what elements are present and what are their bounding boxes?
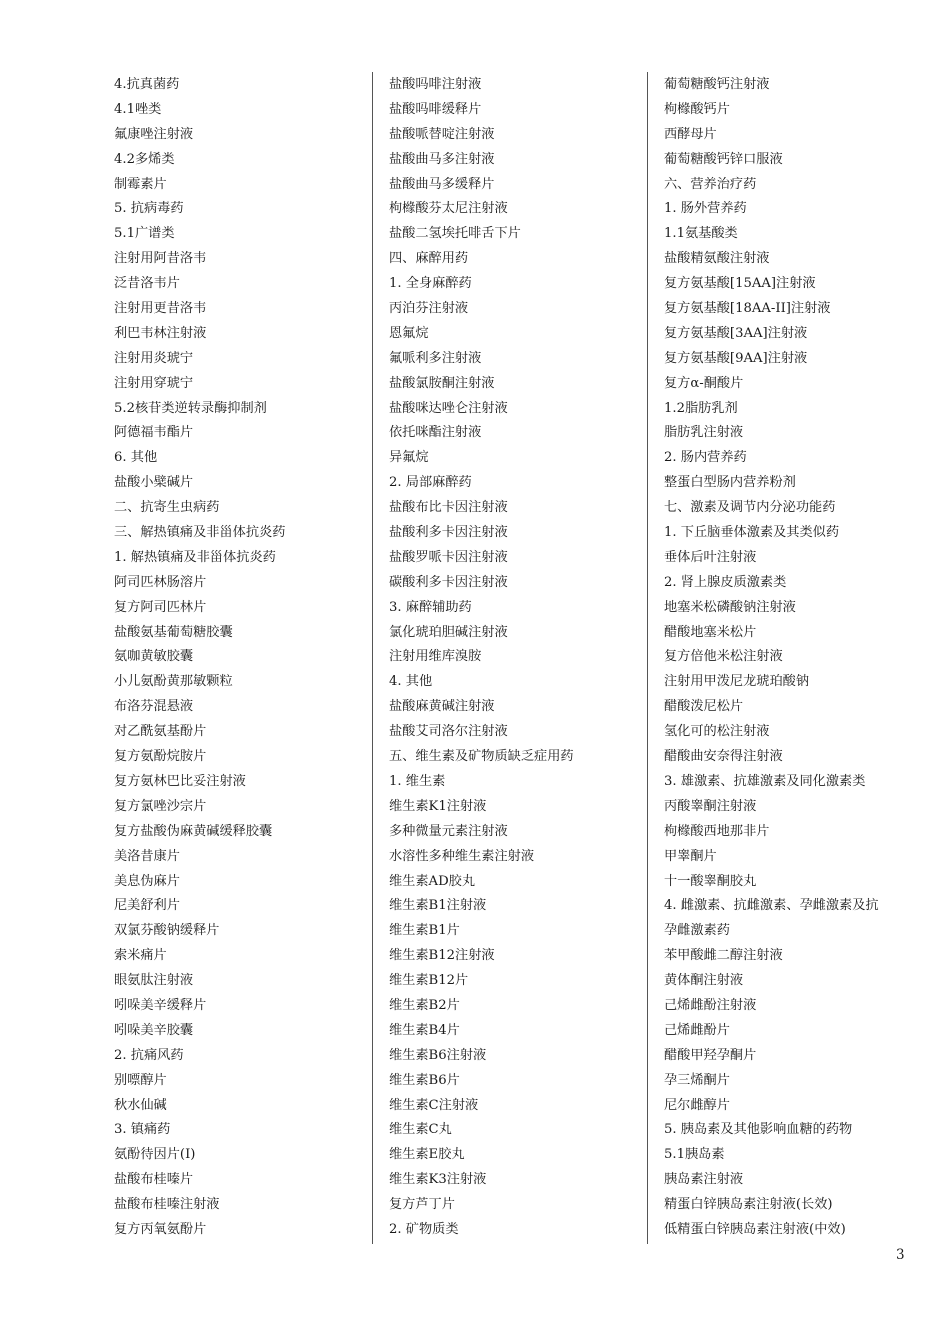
list-item: 氨酚待因片(Ⅰ) [114,1147,196,1163]
list-item: 维生素B2片 [389,997,460,1013]
list-item: 制霉素片 [114,176,167,192]
list-item: 3. 雄激素、抗雄激素及同化激素类 [664,773,866,789]
list-item: 注射用炎琥宁 [114,350,194,366]
list-item: 5.2核苷类逆转录酶抑制剂 [114,400,267,416]
list-item: 5.1广谱类 [114,226,175,242]
list-item: 复方倍他米松注射液 [664,649,783,665]
list-item: 葡萄糖酸钙锌口服液 [664,151,783,167]
list-item: 盐酸布比卡因注射液 [389,500,508,516]
list-item: 多种微量元素注射液 [389,823,508,839]
list-item: 维生素B12片 [389,973,469,989]
list-item: 盐酸氨基葡萄糖胶囊 [114,624,233,640]
list-item: 利巴韦林注射液 [114,325,207,341]
list-item: 1. 全身麻醉药 [389,276,472,292]
list-item: 注射用穿琥宁 [114,375,194,391]
list-item: 美息伪麻片 [114,873,180,889]
list-item: 注射用阿昔洛韦 [114,251,207,267]
list-item: 复方氯唑沙宗片 [114,798,207,814]
list-item: 盐酸利多卡因注射液 [389,525,508,541]
list-item: 丙酸睾酮注射液 [664,798,757,814]
list-item: 二、抗寄生虫病药 [114,500,220,516]
list-item: 维生素K1注射液 [389,798,487,814]
list-item: 盐酸咪达唑仑注射液 [389,400,508,416]
list-item: 4.2多烯类 [114,151,175,167]
list-item: 眼氨肽注射液 [114,973,194,989]
list-item: 盐酸二氢埃托啡舌下片 [389,226,521,242]
list-item: 依托咪酯注射液 [389,425,482,441]
list-item: 3. 镇痛药 [114,1122,171,1138]
list-item: 氯化琥珀胆碱注射液 [389,624,508,640]
list-item: 维生素B4片 [389,1022,460,1038]
list-item: 复方丙氧氨酚片 [114,1221,207,1237]
list-item: 复方氨基酸[9AA]注射液 [664,350,808,366]
drug-list-column-3 [664,73,926,1243]
list-item: 5. 胰岛素及其他影响血糖的药物 [664,1122,853,1138]
list-item: 3. 麻醉辅助药 [389,599,472,615]
list-item: 4.1唑类 [114,101,162,117]
list-item: 1.2脂肪乳剂 [664,400,738,416]
list-item: 复方阿司匹林片 [114,599,207,615]
list-item: 5. 抗病毒药 [114,201,184,217]
list-item: 维生素B6注射液 [389,1047,487,1063]
list-item: 己烯雌酚注射液 [664,997,757,1013]
list-item: 盐酸曲马多缓释片 [389,176,495,192]
drug-list-column-2 [389,73,651,1243]
list-item: 维生素E胶丸 [389,1147,465,1163]
list-item: 四、麻醉用药 [389,251,469,267]
list-item: 丙泊芬注射液 [389,301,469,317]
list-item: 盐酸曲马多注射液 [389,151,495,167]
list-item: 垂体后叶注射液 [664,549,757,565]
list-item: 黄体酮注射液 [664,973,744,989]
list-item: 碳酸利多卡因注射液 [389,574,508,590]
list-item: 脂肪乳注射液 [664,425,744,441]
list-item: 醋酸地塞米松片 [664,624,757,640]
list-item: 盐酸麻黄碱注射液 [389,699,495,715]
list-item: 枸橼酸西地那非片 [664,823,770,839]
list-item: 三、解热镇痛及非甾体抗炎药 [114,525,286,541]
list-item: 枸橼酸芬太尼注射液 [389,201,508,217]
list-item: 维生素C注射液 [389,1097,479,1113]
list-item: 1. 维生素 [389,773,446,789]
list-item: 维生素B12注射液 [389,948,495,964]
list-item: 注射用更昔洛韦 [114,301,207,317]
list-item: 尼美舒利片 [114,898,180,914]
list-item: 对乙酰氨基酚片 [114,724,207,740]
list-item: 孕三烯酮片 [664,1072,730,1088]
list-item: 维生素C丸 [389,1122,452,1138]
list-item: 盐酸吗啡缓释片 [389,101,482,117]
list-item: 注射用维库溴胺 [389,649,482,665]
page-number: 3 [896,1247,905,1263]
list-item: 盐酸小檗碱片 [114,475,194,491]
list-item: 己烯雌酚片 [664,1022,730,1038]
list-item: 布洛芬混悬液 [114,699,194,715]
list-item: 2. 抗痛风药 [114,1047,184,1063]
list-item: 氟康唑注射液 [114,126,194,142]
list-item: 盐酸布桂嗪注射液 [114,1197,220,1213]
list-item: 水溶性多种维生素注射液 [389,848,535,864]
list-item: 西酵母片 [664,126,717,142]
list-item: 5.1胰岛素 [664,1147,725,1163]
list-item: 复方氨林巴比妥注射液 [114,773,246,789]
list-item: 六、营养治疗药 [664,176,757,192]
list-item: 盐酸艾司洛尔注射液 [389,724,508,740]
column-divider [647,72,648,1244]
list-item: 双氯芬酸钠缓释片 [114,923,220,939]
list-item: 美洛昔康片 [114,848,180,864]
list-item: 6. 其他 [114,450,158,466]
list-item: 尼尔雌醇片 [664,1097,730,1113]
list-item: 1. 解热镇痛及非甾体抗炎药 [114,549,276,565]
list-item: 2. 肾上腺皮质激素类 [664,574,787,590]
list-item: 复方氨酚烷胺片 [114,749,207,765]
list-item: 复方氨基酸[15AA]注射液 [664,276,816,292]
list-item: 吲哚美辛缓释片 [114,997,207,1013]
list-item: 复方盐酸伪麻黄碱缓释胶囊 [114,823,273,839]
list-item: 2. 矿物质类 [389,1221,459,1237]
list-item: 1. 下丘脑垂体激素及其类似药 [664,525,840,541]
list-item: 十一酸睾酮胶丸 [664,873,757,889]
list-item: 2. 局部麻醉药 [389,475,472,491]
list-item: 吲哚美辛胶囊 [114,1022,194,1038]
list-item: 孕雌激素药 [664,923,730,939]
list-item: 维生素B6片 [389,1072,460,1088]
list-item: 盐酸罗哌卡因注射液 [389,549,508,565]
list-item: 氟哌利多注射液 [389,350,482,366]
list-item: 4.抗真菌药 [114,77,180,92]
list-item: 复方氨基酸[3AA]注射液 [664,325,808,341]
list-item: 维生素B1片 [389,923,460,939]
list-item: 葡萄糖酸钙注射液 [664,77,770,92]
list-item: 4. 其他 [389,674,433,690]
list-item: 盐酸哌替啶注射液 [389,126,495,142]
list-item: 醋酸曲安奈得注射液 [664,749,783,765]
list-item: 1. 肠外营养药 [664,201,747,217]
list-item: 复方α-酮酸片 [664,375,744,391]
list-item: 盐酸精氨酸注射液 [664,251,770,267]
list-item: 泛昔洛韦片 [114,276,180,292]
list-item: 醋酸甲羟孕酮片 [664,1047,757,1063]
list-item: 苯甲酸雌二醇注射液 [664,948,783,964]
list-item: 秋水仙碱 [114,1097,167,1113]
list-item: 维生素K3注射液 [389,1172,487,1188]
list-item: 维生素B1注射液 [389,898,487,914]
list-item: 甲睾酮片 [664,848,717,864]
list-item: 氨咖黄敏胶囊 [114,649,194,665]
list-item: 盐酸布桂嗪片 [114,1172,194,1188]
list-item: 低精蛋白锌胰岛素注射液(中效) [664,1221,846,1237]
list-item: 小儿氨酚黄那敏颗粒 [114,674,233,690]
list-item: 七、激素及调节内分泌功能药 [664,500,836,516]
list-item: 维生素AD胶丸 [389,873,476,889]
list-item: 盐酸吗啡注射液 [389,77,482,92]
list-item: 枸橼酸钙片 [664,101,730,117]
list-item: 4. 雌激素、抗雌激素、孕雌激素及抗 [664,898,879,914]
list-item: 阿德福韦酯片 [114,425,194,441]
list-item: 恩氟烷 [389,325,429,341]
list-item: 2. 肠内营养药 [664,450,747,466]
list-item: 精蛋白锌胰岛素注射液(长效) [664,1197,833,1213]
list-item: 复方芦丁片 [389,1197,455,1213]
list-item: 地塞米松磷酸钠注射液 [664,599,796,615]
list-item: 盐酸氯胺酮注射液 [389,375,495,391]
list-item: 整蛋白型肠内营养粉剂 [664,475,796,491]
list-item: 五、维生素及矿物质缺乏症用药 [389,749,574,765]
list-item: 注射用甲泼尼龙琥珀酸钠 [664,674,810,690]
column-divider [372,72,373,1244]
list-item: 复方氨基酸[18AA-II]注射液 [664,301,831,317]
list-item: 胰岛素注射液 [664,1172,744,1188]
list-item: 阿司匹林肠溶片 [114,574,207,590]
drug-list-column-1 [114,73,376,1243]
list-item: 醋酸泼尼松片 [664,699,744,715]
list-item: 索米痛片 [114,948,167,964]
list-item: 1.1氨基酸类 [664,226,738,242]
list-item: 氢化可的松注射液 [664,724,770,740]
list-item: 别嘌醇片 [114,1072,167,1088]
list-item: 异氟烷 [389,450,429,466]
